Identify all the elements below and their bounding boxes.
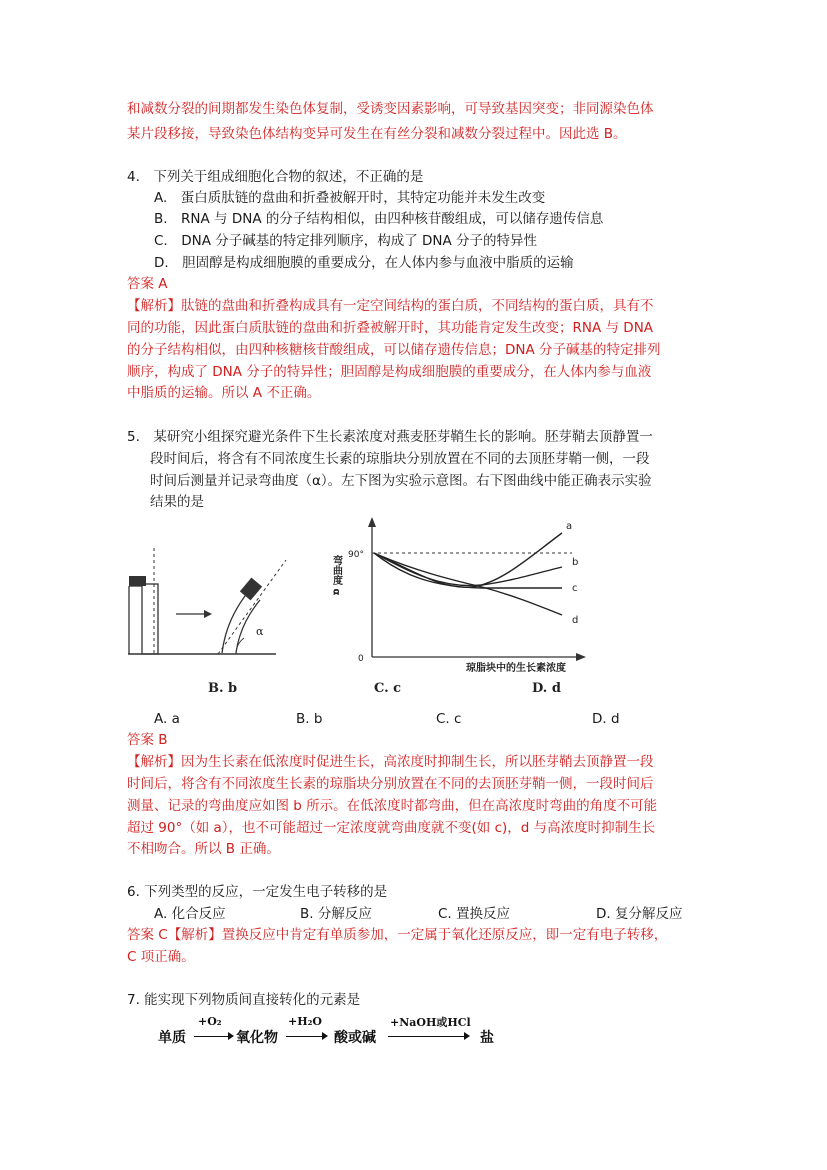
q6-answer: 答案 C【解析】置换反应中肯定有单质参加，一定属于氧化还原反应，即一定有电子转移， <box>127 927 668 943</box>
figure-caption-d: D. d <box>532 681 561 696</box>
arrow-icon <box>286 1036 326 1037</box>
q4-stem: 4. 下列关于组成细胞化合物的叙述，不正确的是 <box>127 169 424 185</box>
q6-answer-cont: C 项正确。 <box>127 949 195 965</box>
arrow-icon <box>194 1036 232 1037</box>
scheme-reagent: +H₂O <box>288 1015 323 1028</box>
q5-stem-line: 5. 某研究小组探究避光条件下生长素浓度对燕麦胚芽鞘生长的影响。胚芽鞘去顶静置一 <box>127 429 653 445</box>
q4-answer: 答案 A <box>127 276 168 292</box>
arrow-icon <box>388 1036 468 1037</box>
scheme-reagent: +O₂ <box>198 1015 222 1028</box>
curve-label-d: d <box>572 615 579 626</box>
figure-caption-b: B. b <box>208 681 238 696</box>
q5-analysis-line: 时间后，将含有不同浓度生长素的琼脂块分别放置在不同的去顶胚芽鞘一侧，一段时间后 <box>127 776 654 792</box>
scheme-reagent: +NaOH或HCl <box>390 1016 471 1029</box>
q5-stem-line: 时间后测量并记录弯曲度（α）。左下图为实验示意图。右下图曲线中能正确表示实验 <box>150 473 652 489</box>
curve-label-a: a <box>566 521 573 532</box>
q6-option-a: A. 化合反应 <box>154 906 226 922</box>
x-axis-label: 琼脂块中的生长素浓度 <box>466 663 566 674</box>
q4-option-d: D. 胆固醇是构成细胞膜的重要成分，在人体内参与血液中脂质的运输 <box>154 255 574 271</box>
experiment-diagram <box>126 540 286 665</box>
q4-analysis-line: 中脂质的运输。所以 A 不正确。 <box>127 385 321 401</box>
q5-analysis-line: 【解析】因为生长素在低浓度时促进生长，高浓度时抑制生长，所以胚芽鞘去顶静置一段 <box>127 754 654 770</box>
q6-option-b: B. 分解反应 <box>300 906 372 922</box>
q4-option-c: C. DNA 分子碱基的特定排列顺序，构成了 DNA 分子的特异性 <box>154 233 538 249</box>
curve-c <box>374 553 562 588</box>
scheme-oxide: 氧化物 <box>236 1030 278 1046</box>
q5-analysis-line: 测量、记录的弯曲度应如图 b 所示。在低浓度时都弯曲，但在高浓度时弯曲的角度不可能 <box>127 798 658 814</box>
q5-option-d: D. d <box>592 711 620 727</box>
y-90-label: 90° <box>348 550 364 560</box>
intro-line-2: 某片段移接，导致染色体结构变异可发生在有丝分裂和减数分裂过程中。因此选 B。 <box>127 126 627 142</box>
q4-analysis-line: 的分子结构相似，由四种核糖核苷酸组成，可以储存遗传信息；DNA 分子碱基的特定排列 <box>127 342 661 358</box>
q4-option-a: A. 蛋白质肽链的盘曲和折叠被解开时，其特定功能并未发生改变 <box>154 190 546 206</box>
curve-a <box>374 533 562 587</box>
q5-option-a: A. a <box>154 711 180 727</box>
q4-option-b: B. RNA 与 DNA 的分子结构相似，由四种核苷酸组成，可以储存遗传信息 <box>154 211 604 227</box>
intro-line-1: 和减数分裂的间期都发生染色体复制，受诱变因素影响，可导致基因突变；非同源染色体 <box>127 101 654 117</box>
arrow-head-icon <box>464 1032 470 1040</box>
q7-stem: 7. 能实现下列物质间直接转化的元素是 <box>127 992 361 1008</box>
q4-analysis-line: 同的功能，因此蛋白质肽链的盘曲和折叠被解开时，其功能肯定发生改变；RNA 与 DNA <box>127 320 654 336</box>
q4-analysis-line: 顺序，构成了 DNA 分子的特异性；胆固醇是构成细胞膜的重要成分，在人体内参与血液 <box>127 364 652 380</box>
curve-label-b: b <box>572 557 579 568</box>
q5-option-c: C. c <box>436 711 462 727</box>
curve-label-c: c <box>572 583 578 594</box>
q5-stem-line: 段时间后，将含有不同浓度生长素的琼脂块分别放置在不同的去顶胚芽鞘一侧，一段 <box>150 451 650 467</box>
arrow-head-icon <box>228 1032 234 1040</box>
scheme-salt: 盐 <box>480 1030 494 1046</box>
curve-d <box>374 553 562 615</box>
curve-chart <box>332 515 592 675</box>
arrow-head-icon <box>322 1032 328 1040</box>
y-axis-label: 弯曲度 α <box>330 555 342 596</box>
scheme-acid-base: 酸或碱 <box>334 1030 376 1046</box>
origin-label: 0 <box>358 654 364 664</box>
q6-option-c: C. 置换反应 <box>438 906 511 922</box>
q6-option-d: D. 复分解反应 <box>596 906 683 922</box>
q5-stem-line: 结果的是 <box>150 494 204 510</box>
q6-stem: 6. 下列类型的反应，一定发生电子转移的是 <box>127 884 388 900</box>
alpha-label: α <box>256 625 264 638</box>
q4-analysis-line: 【解析】肽链的盘曲和折叠构成具有一定空间结构的蛋白质，不同结构的蛋白质，具有不 <box>127 298 654 314</box>
curve-b <box>374 553 562 586</box>
agar-block-right <box>240 578 262 601</box>
q5-analysis-line: 超过 90°（如 a），也不可能超过一定浓度就弯曲度就不变(如 c)，d 与高浓度时抑制生长 <box>127 820 656 836</box>
q5-analysis-line: 不相吻合。所以 B 正确。 <box>127 841 280 857</box>
q5-option-b: B. b <box>296 711 323 727</box>
scheme-element: 单质 <box>158 1030 186 1046</box>
figure-caption-c: C. c <box>374 681 402 696</box>
coleoptile-left <box>142 584 158 654</box>
q5-answer: 答案 B <box>127 732 168 748</box>
conversion-scheme <box>158 1013 508 1049</box>
